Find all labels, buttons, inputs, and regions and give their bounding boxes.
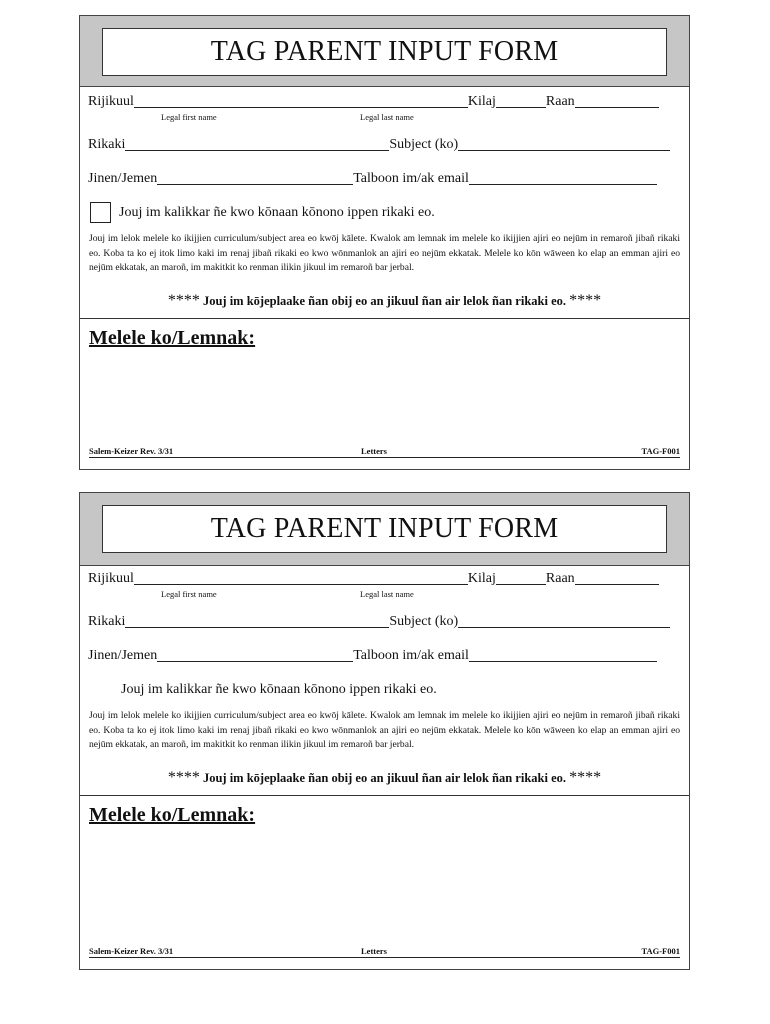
instructions-paragraph: Jouj im lelok melele ko ikijjien curriculum/subject area eo kwōj kālete. Kwalok am lemnak im melele ko ikijjien ajiri eo nejūm in remaroñ jibañ rikaki eo. Koba ta ko ej itok limo kaki im renaj jibañ rikaki eo kwo wōnmanlok an ajiri eo nejūm ekkatak. Melele ko kōn wāween ko elap an emman ajiri eo nejūm ekkatak, an maroñ, im makitkit ko renman ilikin jikuul im remaroñ bar jerbal. (89, 710, 680, 750)
comments-label: Melele ko/Lemnak: (89, 804, 256, 826)
teacher-label: Rikaki (88, 137, 126, 152)
last-name-hint: Legal last name (360, 589, 414, 599)
student-row (88, 94, 681, 110)
phone-email-label: Talboon im/ak email (353, 171, 469, 186)
room-field[interactable] (575, 95, 659, 108)
student-row (88, 571, 681, 587)
teacher-row (88, 614, 681, 630)
subject-field[interactable] (458, 615, 670, 628)
comments-label: Melele ko/Lemnak: (89, 327, 256, 349)
comments-area[interactable] (89, 358, 680, 443)
parent-row (88, 648, 681, 664)
grade-field[interactable] (496, 572, 546, 585)
footer-letters: Letters (361, 446, 387, 456)
student-name-field[interactable] (134, 95, 468, 108)
grade-label: Kilaj (467, 94, 496, 109)
form-footer (89, 445, 680, 458)
section-divider (80, 795, 689, 796)
footer-form-code: TAG-F001 (641, 946, 680, 956)
teacher-field[interactable] (125, 615, 389, 628)
room-label: Raan (545, 94, 575, 109)
student-label: Rijikuul (88, 94, 134, 109)
footer-letters: Letters (361, 946, 387, 956)
form-header (80, 16, 689, 87)
footer-revision: Salem-Keizer Rev. 3/31 (89, 446, 174, 456)
contact-teacher-checkbox[interactable] (90, 202, 111, 223)
return-note (80, 769, 689, 787)
subject-field[interactable] (458, 138, 670, 151)
phone-email-label: Talboon im/ak email (353, 648, 469, 663)
footer-form-code: TAG-F001 (641, 446, 680, 456)
tag-parent-input-form-1 (79, 15, 690, 470)
return-note (80, 292, 689, 310)
phone-email-field[interactable] (469, 649, 657, 662)
stars-right: **** (569, 769, 602, 786)
grade-label: Kilaj (467, 571, 496, 586)
contact-request-row (90, 679, 437, 700)
return-note-text: Jouj im kōjeplaake ñan obij eo an jikuul ñan air lelok ñan rikaki eo. (202, 771, 567, 785)
subject-label: Subject (ko) (389, 137, 459, 152)
last-name-hint: Legal last name (360, 112, 414, 122)
parent-field[interactable] (157, 649, 353, 662)
parent-field[interactable] (157, 172, 353, 185)
comments-area[interactable] (89, 835, 680, 945)
phone-email-field[interactable] (469, 172, 657, 185)
first-name-hint: Legal first name (161, 112, 217, 122)
room-label: Raan (545, 571, 575, 586)
grade-field[interactable] (496, 95, 546, 108)
checkbox-label: Jouj im kalikkar ñe kwo kōnaan kōnono ippen rikaki eo. (121, 681, 437, 697)
instructions-paragraph: Jouj im lelok melele ko ikijjien curriculum/subject area eo kwōj kālete. Kwalok am lemnak im melele ko ikijjien ajiri eo nejūm in remaroñ jibañ rikaki eo. Koba ta ko ej itok limo kaki im renaj jibañ rikaki eo kwo wōnmanlok an ajiri eo nejūm ekkatak. Melele ko kōn wāween ko elap an emman ajiri eo nejūm ekkatak, an maroñ, im makitkit ko renman ilikin jikuul im remaroñ bar jerbal. (89, 233, 680, 273)
subject-label: Subject (ko) (389, 614, 459, 629)
stars-left: **** (167, 292, 200, 309)
room-field[interactable] (575, 572, 659, 585)
form-title: TAG PARENT INPUT FORM (102, 28, 667, 76)
parent-label: Jinen/Jemen (88, 648, 158, 663)
tag-parent-input-form-2 (79, 492, 690, 970)
student-label: Rijikuul (88, 571, 134, 586)
return-note-text: Jouj im kōjeplaake ñan obij eo an jikuul ñan air lelok ñan rikaki eo. (202, 294, 567, 308)
stars-left: **** (167, 769, 200, 786)
teacher-label: Rikaki (88, 614, 126, 629)
first-name-hint: Legal first name (161, 589, 217, 599)
section-divider (80, 318, 689, 319)
form-footer (89, 945, 680, 958)
stars-right: **** (569, 292, 602, 309)
teacher-row (88, 137, 681, 153)
contact-teacher-checkbox-area[interactable] (90, 679, 121, 700)
checkbox-label: Jouj im kalikkar ñe kwo kōnaan kōnono ippen rikaki eo. (119, 204, 435, 220)
teacher-field[interactable] (125, 138, 389, 151)
form-header (80, 493, 689, 566)
student-name-field[interactable] (134, 572, 468, 585)
footer-revision: Salem-Keizer Rev. 3/31 (89, 946, 174, 956)
parent-row (88, 171, 681, 187)
contact-request-row (90, 202, 435, 223)
form-title: TAG PARENT INPUT FORM (102, 505, 667, 553)
parent-label: Jinen/Jemen (88, 171, 158, 186)
